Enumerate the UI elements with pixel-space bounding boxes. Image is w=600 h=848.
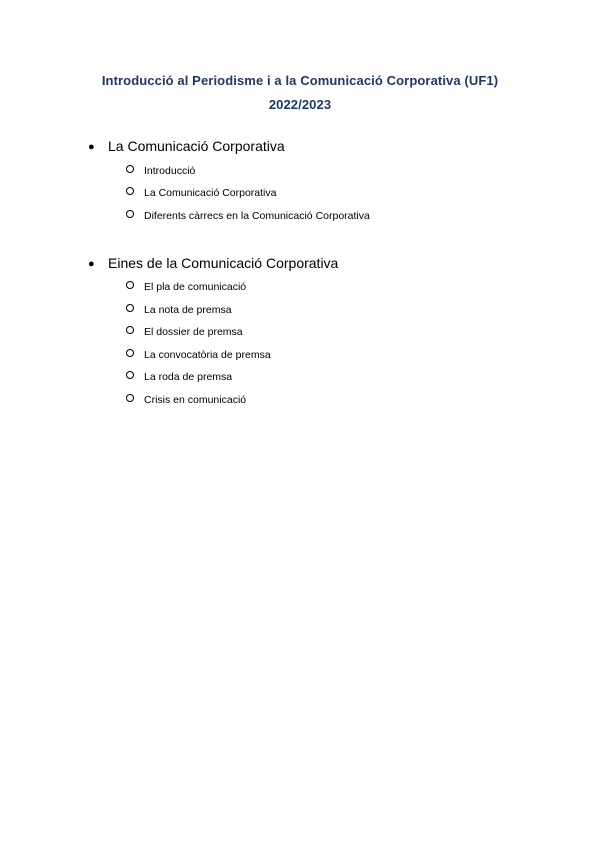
circle-bullet-icon: [126, 394, 134, 402]
list-item: [126, 394, 246, 406]
list-item-label: La Comunicació Corporativa: [144, 187, 277, 199]
section-heading: [88, 138, 285, 154]
document-year: 2022/2023: [268, 97, 332, 112]
section-label: La Comunicació Corporativa: [108, 138, 285, 154]
list-item: [126, 304, 232, 316]
list-item: [126, 349, 271, 361]
bullet-icon: ●: [88, 141, 95, 153]
circle-bullet-icon: [126, 304, 134, 312]
document-title: Introducció al Periodisme i a la Comunicació Corporativa (UF1): [101, 73, 499, 88]
list-item: [126, 187, 276, 199]
list-item-label: Crisis en comunicació: [144, 394, 247, 406]
list-item-label: La nota de premsa: [144, 304, 232, 316]
section-label: Eines de la Comunicació Corporativa: [108, 255, 339, 271]
circle-bullet-icon: [126, 187, 134, 195]
list-item-label: El pla de comunicació: [144, 281, 247, 293]
circle-bullet-icon: [126, 326, 134, 334]
bullet-icon: ●: [88, 258, 95, 270]
list-item-label: La convocatòria de premsa: [144, 349, 271, 361]
list-item-label: El dossier de premsa: [144, 326, 243, 338]
list-item-label: La roda de premsa: [144, 371, 233, 383]
list-item: [126, 326, 243, 338]
list-item: [126, 210, 370, 222]
circle-bullet-icon: [126, 165, 134, 173]
circle-bullet-icon: [126, 371, 134, 379]
circle-bullet-icon: [126, 210, 134, 218]
circle-bullet-icon: [126, 281, 134, 289]
list-item-label: Diferents càrrecs en la Comunicació Corporativa: [144, 210, 370, 222]
list-item-label: Introducció: [144, 165, 196, 177]
circle-bullet-icon: [126, 349, 134, 357]
list-item: [126, 281, 246, 293]
list-item: [126, 371, 232, 383]
section-heading: [88, 255, 338, 271]
list-item: [126, 165, 195, 177]
